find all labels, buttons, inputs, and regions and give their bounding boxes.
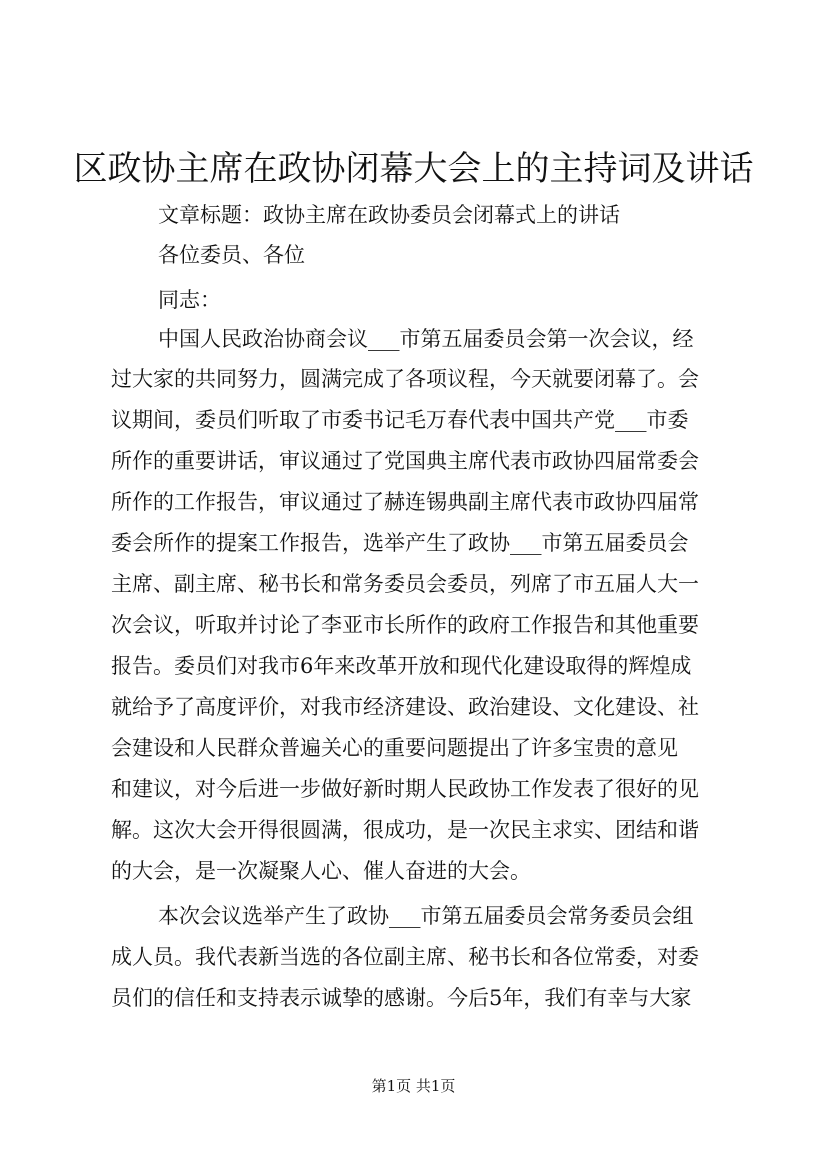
body-line: 主席、副主席、秘书长和常务委员会委员，列席了市五届人大一 <box>111 572 699 596</box>
body-line: 过大家的共同努力，圆满完成了各项议程，今天就要闭幕了。会 <box>111 367 699 391</box>
body-line: 员们的信任和支持表示诚挚的感谢。今后5年，我们有幸与大家 <box>111 986 692 1010</box>
body-line: 成人员。我代表新当选的各位副主席、秘书长和各位常委，对委 <box>111 945 699 969</box>
body-line: 会建设和人民群众普遍关心的重要问题提出了许多宝贵的意见 <box>111 736 678 760</box>
body-line: 所作的重要讲话，审议通过了党国典主席代表市政协四届常委会 <box>111 449 699 473</box>
salutation-line-2: 同志： <box>158 288 221 312</box>
body-line: 的大会，是一次凝聚人心、催人奋进的大会。 <box>111 859 531 883</box>
body-line: 和建议，对今后进一步做好新时期人民政协工作发表了很好的见 <box>111 777 699 801</box>
document-title: 区政协主席在政协闭幕大会上的主持词及讲话 <box>73 149 754 189</box>
body-line: 中国人民政治协商会议___市第五届委员会第一次会议，经 <box>158 327 694 351</box>
body-line: 所作的工作报告，审议通过了赫连锡典副主席代表市政协四届常 <box>111 490 699 514</box>
page-number-footer: 第1页 共1页 <box>371 1077 456 1095</box>
body-line: 报告。委员们对我市6年来改革开放和现代化建设取得的辉煌成 <box>111 654 692 678</box>
article-subtitle: 文章标题：政协主席在政协委员会闭幕式上的讲话 <box>158 203 620 227</box>
body-line: 就给予了高度评价，对我市经济建设、政治建设、文化建设、社 <box>111 695 699 719</box>
body-line: 委会所作的提案工作报告，选举产生了政协___市第五届委员会 <box>111 531 689 555</box>
body-line: 本次会议选举产生了政协___市第五届委员会常务委员会组 <box>158 904 694 928</box>
body-line: 次会议，听取并讨论了李亚市长所作的政府工作报告和其他重要 <box>111 613 699 637</box>
body-line: 解。这次大会开得很圆满，很成功，是一次民主求实、团结和谐 <box>111 818 699 842</box>
salutation-line-1: 各位委员、各位 <box>158 243 305 267</box>
body-line: 议期间，委员们听取了市委书记毛万春代表中国共产党___市委 <box>111 408 689 432</box>
